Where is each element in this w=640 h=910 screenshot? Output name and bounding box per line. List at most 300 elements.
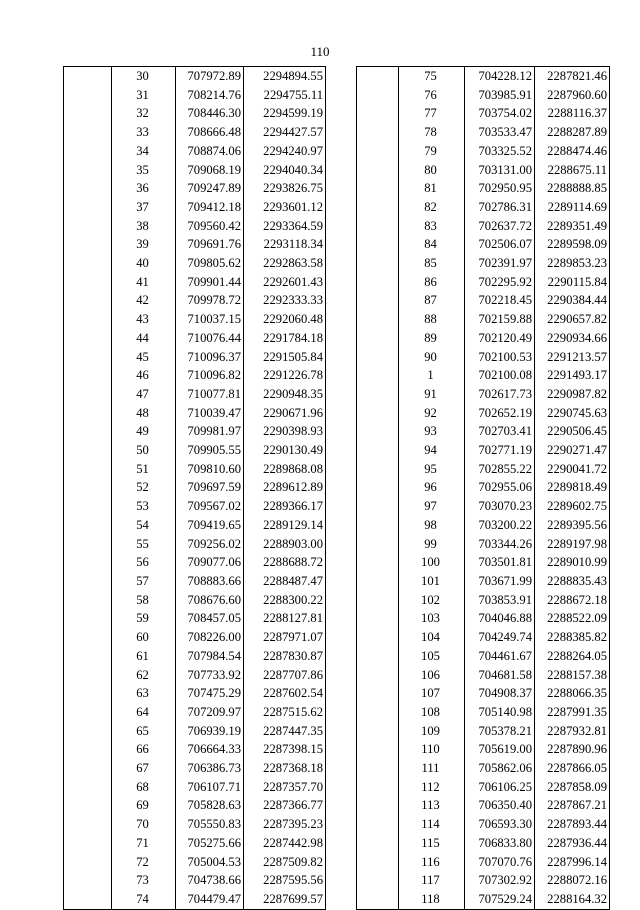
table-row bbox=[357, 291, 610, 310]
point-number: 56 bbox=[112, 553, 176, 572]
blank-cell bbox=[357, 217, 399, 236]
point-number: 86 bbox=[399, 273, 465, 292]
point-number: 90 bbox=[399, 348, 465, 367]
table-row bbox=[64, 703, 326, 722]
x-coordinate: 702120.49 bbox=[465, 329, 535, 348]
y-coordinate: 2287858.09 bbox=[535, 778, 610, 797]
x-coordinate: 708676.60 bbox=[176, 591, 244, 610]
point-number: 104 bbox=[399, 628, 465, 647]
y-coordinate: 2290671.96 bbox=[244, 404, 326, 423]
blank-cell bbox=[64, 291, 112, 310]
table-row bbox=[357, 871, 610, 890]
x-coordinate: 704479.47 bbox=[176, 890, 244, 909]
point-number: 54 bbox=[112, 516, 176, 535]
y-coordinate: 2288474.46 bbox=[535, 142, 610, 161]
x-coordinate: 709412.18 bbox=[176, 198, 244, 217]
table-row bbox=[357, 722, 610, 741]
table-row bbox=[357, 67, 610, 86]
point-number: 49 bbox=[112, 422, 176, 441]
blank-cell bbox=[357, 647, 399, 666]
x-coordinate: 702159.88 bbox=[465, 310, 535, 329]
point-number: 84 bbox=[399, 235, 465, 254]
x-coordinate: 702506.07 bbox=[465, 235, 535, 254]
point-number: 67 bbox=[112, 759, 176, 778]
table-row bbox=[357, 553, 610, 572]
x-coordinate: 705378.21 bbox=[465, 722, 535, 741]
x-coordinate: 702786.31 bbox=[465, 198, 535, 217]
y-coordinate: 2289395.56 bbox=[535, 516, 610, 535]
blank-cell bbox=[357, 441, 399, 460]
x-coordinate: 707972.89 bbox=[176, 67, 244, 86]
y-coordinate: 2288385.82 bbox=[535, 628, 610, 647]
x-coordinate: 710076.44 bbox=[176, 329, 244, 348]
table-row bbox=[64, 853, 326, 872]
point-number: 69 bbox=[112, 796, 176, 815]
x-coordinate: 705275.66 bbox=[176, 834, 244, 853]
point-number: 114 bbox=[399, 815, 465, 834]
y-coordinate: 2288522.09 bbox=[535, 609, 610, 628]
x-coordinate: 707475.29 bbox=[176, 684, 244, 703]
blank-cell bbox=[64, 123, 112, 142]
y-coordinate: 2292863.58 bbox=[244, 254, 326, 273]
table-row bbox=[357, 348, 610, 367]
blank-cell bbox=[357, 142, 399, 161]
blank-cell bbox=[357, 572, 399, 591]
blank-cell bbox=[64, 161, 112, 180]
table-row bbox=[357, 628, 610, 647]
table-row bbox=[64, 516, 326, 535]
y-coordinate: 2293601.12 bbox=[244, 198, 326, 217]
point-number: 96 bbox=[399, 478, 465, 497]
blank-cell bbox=[357, 86, 399, 105]
blank-cell bbox=[64, 478, 112, 497]
table-row bbox=[357, 366, 610, 385]
x-coordinate: 707070.76 bbox=[465, 853, 535, 872]
blank-cell bbox=[64, 329, 112, 348]
table-row bbox=[357, 142, 610, 161]
y-coordinate: 2287602.54 bbox=[244, 684, 326, 703]
x-coordinate: 709068.19 bbox=[176, 161, 244, 180]
x-coordinate: 702617.73 bbox=[465, 385, 535, 404]
table-row bbox=[64, 815, 326, 834]
point-number: 72 bbox=[112, 853, 176, 872]
point-number: 37 bbox=[112, 198, 176, 217]
table-row bbox=[357, 198, 610, 217]
table-row bbox=[357, 104, 610, 123]
x-coordinate: 703325.52 bbox=[465, 142, 535, 161]
x-coordinate: 708457.05 bbox=[176, 609, 244, 628]
point-number: 115 bbox=[399, 834, 465, 853]
x-coordinate: 704738.66 bbox=[176, 871, 244, 890]
y-coordinate: 2292060.48 bbox=[244, 310, 326, 329]
y-coordinate: 2287893.44 bbox=[535, 815, 610, 834]
table-row bbox=[357, 273, 610, 292]
table-row bbox=[357, 591, 610, 610]
x-coordinate: 703533.47 bbox=[465, 123, 535, 142]
y-coordinate: 2290398.93 bbox=[244, 422, 326, 441]
point-number: 110 bbox=[399, 740, 465, 759]
y-coordinate: 2291493.17 bbox=[535, 366, 610, 385]
blank-cell bbox=[357, 291, 399, 310]
point-number: 73 bbox=[112, 871, 176, 890]
point-number: 79 bbox=[399, 142, 465, 161]
point-number: 93 bbox=[399, 422, 465, 441]
x-coordinate: 709805.62 bbox=[176, 254, 244, 273]
table-row bbox=[357, 460, 610, 479]
y-coordinate: 2292333.33 bbox=[244, 291, 326, 310]
y-coordinate: 2287699.57 bbox=[244, 890, 326, 909]
blank-cell bbox=[357, 815, 399, 834]
point-number: 101 bbox=[399, 572, 465, 591]
blank-cell bbox=[357, 890, 399, 909]
y-coordinate: 2288888.85 bbox=[535, 179, 610, 198]
x-coordinate: 702295.92 bbox=[465, 273, 535, 292]
x-coordinate: 707209.97 bbox=[176, 703, 244, 722]
point-number: 62 bbox=[112, 666, 176, 685]
x-coordinate: 705828.63 bbox=[176, 796, 244, 815]
y-coordinate: 2294894.55 bbox=[244, 67, 326, 86]
x-coordinate: 710096.37 bbox=[176, 348, 244, 367]
blank-cell bbox=[64, 572, 112, 591]
table-row bbox=[64, 759, 326, 778]
blank-cell bbox=[64, 460, 112, 479]
table-row bbox=[357, 404, 610, 423]
x-coordinate: 706664.33 bbox=[176, 740, 244, 759]
blank-cell bbox=[357, 329, 399, 348]
table-row bbox=[357, 815, 610, 834]
y-coordinate: 2287867.21 bbox=[535, 796, 610, 815]
table-row bbox=[357, 516, 610, 535]
x-coordinate: 703754.02 bbox=[465, 104, 535, 123]
blank-cell bbox=[357, 310, 399, 329]
blank-cell bbox=[64, 142, 112, 161]
x-coordinate: 704461.67 bbox=[465, 647, 535, 666]
x-coordinate: 707302.92 bbox=[465, 871, 535, 890]
point-number: 103 bbox=[399, 609, 465, 628]
blank-cell bbox=[357, 796, 399, 815]
y-coordinate: 2287515.62 bbox=[244, 703, 326, 722]
table-row bbox=[357, 890, 610, 909]
blank-cell bbox=[64, 778, 112, 797]
table-row bbox=[357, 329, 610, 348]
blank-cell bbox=[357, 348, 399, 367]
table-row bbox=[357, 217, 610, 236]
blank-cell bbox=[357, 778, 399, 797]
table-row bbox=[357, 179, 610, 198]
x-coordinate: 706107.71 bbox=[176, 778, 244, 797]
point-number: 33 bbox=[112, 123, 176, 142]
y-coordinate: 2294040.34 bbox=[244, 161, 326, 180]
x-coordinate: 704249.74 bbox=[465, 628, 535, 647]
point-number: 117 bbox=[399, 871, 465, 890]
x-coordinate: 703131.00 bbox=[465, 161, 535, 180]
table-row bbox=[64, 422, 326, 441]
blank-cell bbox=[357, 497, 399, 516]
y-coordinate: 2287398.15 bbox=[244, 740, 326, 759]
y-coordinate: 2288066.35 bbox=[535, 684, 610, 703]
y-coordinate: 2290506.45 bbox=[535, 422, 610, 441]
blank-cell bbox=[357, 535, 399, 554]
x-coordinate: 704228.12 bbox=[465, 67, 535, 86]
x-coordinate: 708883.66 bbox=[176, 572, 244, 591]
point-number: 100 bbox=[399, 553, 465, 572]
blank-cell bbox=[64, 310, 112, 329]
point-number: 60 bbox=[112, 628, 176, 647]
point-number: 113 bbox=[399, 796, 465, 815]
point-number: 77 bbox=[399, 104, 465, 123]
blank-cell bbox=[64, 553, 112, 572]
point-number: 108 bbox=[399, 703, 465, 722]
x-coordinate: 709978.72 bbox=[176, 291, 244, 310]
table-row bbox=[357, 535, 610, 554]
x-coordinate: 704046.88 bbox=[465, 609, 535, 628]
table-row bbox=[357, 310, 610, 329]
y-coordinate: 2287509.82 bbox=[244, 853, 326, 872]
point-number: 68 bbox=[112, 778, 176, 797]
blank-cell bbox=[64, 67, 112, 86]
point-number: 63 bbox=[112, 684, 176, 703]
table-row bbox=[357, 853, 610, 872]
table-row bbox=[64, 478, 326, 497]
y-coordinate: 2290745.63 bbox=[535, 404, 610, 423]
point-number: 39 bbox=[112, 235, 176, 254]
blank-cell bbox=[357, 740, 399, 759]
point-number: 99 bbox=[399, 535, 465, 554]
table-row bbox=[357, 834, 610, 853]
y-coordinate: 2289612.89 bbox=[244, 478, 326, 497]
table-row bbox=[64, 572, 326, 591]
blank-cell bbox=[64, 853, 112, 872]
x-coordinate: 706939.19 bbox=[176, 722, 244, 741]
point-number: 55 bbox=[112, 535, 176, 554]
blank-cell bbox=[357, 198, 399, 217]
table-row bbox=[64, 404, 326, 423]
table-row bbox=[64, 67, 326, 86]
blank-cell bbox=[64, 796, 112, 815]
blank-cell bbox=[357, 609, 399, 628]
blank-cell bbox=[64, 535, 112, 554]
x-coordinate: 708666.48 bbox=[176, 123, 244, 142]
point-number: 30 bbox=[112, 67, 176, 86]
x-coordinate: 702703.41 bbox=[465, 422, 535, 441]
blank-cell bbox=[64, 497, 112, 516]
y-coordinate: 2288127.81 bbox=[244, 609, 326, 628]
x-coordinate: 709697.59 bbox=[176, 478, 244, 497]
table-row bbox=[64, 348, 326, 367]
blank-cell bbox=[357, 366, 399, 385]
point-number: 87 bbox=[399, 291, 465, 310]
blank-cell bbox=[357, 235, 399, 254]
point-number: 116 bbox=[399, 853, 465, 872]
y-coordinate: 2287932.81 bbox=[535, 722, 610, 741]
x-coordinate: 707733.92 bbox=[176, 666, 244, 685]
blank-cell bbox=[357, 759, 399, 778]
x-coordinate: 705550.83 bbox=[176, 815, 244, 834]
blank-cell bbox=[64, 235, 112, 254]
point-number: 52 bbox=[112, 478, 176, 497]
blank-cell bbox=[357, 591, 399, 610]
table-row bbox=[64, 310, 326, 329]
table-row bbox=[64, 553, 326, 572]
point-number: 88 bbox=[399, 310, 465, 329]
blank-cell bbox=[64, 273, 112, 292]
x-coordinate: 703200.22 bbox=[465, 516, 535, 535]
point-number: 82 bbox=[399, 198, 465, 217]
blank-cell bbox=[357, 404, 399, 423]
y-coordinate: 2287821.46 bbox=[535, 67, 610, 86]
table-row bbox=[64, 890, 326, 909]
y-coordinate: 2290384.44 bbox=[535, 291, 610, 310]
blank-cell bbox=[64, 179, 112, 198]
x-coordinate: 708226.00 bbox=[176, 628, 244, 647]
y-coordinate: 2288157.38 bbox=[535, 666, 610, 685]
x-coordinate: 709691.76 bbox=[176, 235, 244, 254]
x-coordinate: 703344.26 bbox=[465, 535, 535, 554]
x-coordinate: 705140.98 bbox=[465, 703, 535, 722]
point-number: 70 bbox=[112, 815, 176, 834]
blank-cell bbox=[357, 478, 399, 497]
y-coordinate: 2290657.82 bbox=[535, 310, 610, 329]
table-row bbox=[357, 123, 610, 142]
page-number: 110 bbox=[310, 44, 330, 59]
point-number: 32 bbox=[112, 104, 176, 123]
blank-cell bbox=[64, 834, 112, 853]
point-number: 48 bbox=[112, 404, 176, 423]
x-coordinate: 709560.42 bbox=[176, 217, 244, 236]
x-coordinate: 702391.97 bbox=[465, 254, 535, 273]
x-coordinate: 702218.45 bbox=[465, 291, 535, 310]
blank-cell bbox=[357, 460, 399, 479]
point-number: 66 bbox=[112, 740, 176, 759]
point-number: 83 bbox=[399, 217, 465, 236]
y-coordinate: 2287442.98 bbox=[244, 834, 326, 853]
point-number: 95 bbox=[399, 460, 465, 479]
y-coordinate: 2293118.34 bbox=[244, 235, 326, 254]
y-coordinate: 2289197.98 bbox=[535, 535, 610, 554]
y-coordinate: 2289818.49 bbox=[535, 478, 610, 497]
table-row bbox=[64, 142, 326, 161]
y-coordinate: 2288487.47 bbox=[244, 572, 326, 591]
point-number: 75 bbox=[399, 67, 465, 86]
blank-cell bbox=[64, 815, 112, 834]
table-row bbox=[357, 609, 610, 628]
x-coordinate: 702955.06 bbox=[465, 478, 535, 497]
blank-cell bbox=[64, 198, 112, 217]
x-coordinate: 710037.15 bbox=[176, 310, 244, 329]
blank-cell bbox=[357, 161, 399, 180]
blank-cell bbox=[64, 86, 112, 105]
table-row bbox=[357, 497, 610, 516]
point-number: 118 bbox=[399, 890, 465, 909]
table-row bbox=[64, 591, 326, 610]
point-number: 51 bbox=[112, 460, 176, 479]
point-number: 94 bbox=[399, 441, 465, 460]
blank-cell bbox=[357, 179, 399, 198]
table-row bbox=[357, 478, 610, 497]
blank-cell bbox=[357, 834, 399, 853]
table-row bbox=[64, 104, 326, 123]
point-number: 74 bbox=[112, 890, 176, 909]
point-number: 97 bbox=[399, 497, 465, 516]
y-coordinate: 2289598.09 bbox=[535, 235, 610, 254]
x-coordinate: 703985.91 bbox=[465, 86, 535, 105]
x-coordinate: 710039.47 bbox=[176, 404, 244, 423]
table-row bbox=[357, 759, 610, 778]
x-coordinate: 705004.53 bbox=[176, 853, 244, 872]
blank-cell bbox=[64, 666, 112, 685]
point-number: 38 bbox=[112, 217, 176, 236]
x-coordinate: 708446.30 bbox=[176, 104, 244, 123]
blank-cell bbox=[64, 422, 112, 441]
x-coordinate: 702855.22 bbox=[465, 460, 535, 479]
blank-cell bbox=[64, 759, 112, 778]
x-coordinate: 702100.53 bbox=[465, 348, 535, 367]
blank-cell bbox=[64, 441, 112, 460]
x-coordinate: 710077.81 bbox=[176, 385, 244, 404]
x-coordinate: 707984.54 bbox=[176, 647, 244, 666]
blank-cell bbox=[357, 385, 399, 404]
blank-cell bbox=[357, 871, 399, 890]
blank-cell bbox=[357, 684, 399, 703]
y-coordinate: 2288688.72 bbox=[244, 553, 326, 572]
y-coordinate: 2289853.23 bbox=[535, 254, 610, 273]
table-row bbox=[64, 179, 326, 198]
x-coordinate: 706593.30 bbox=[465, 815, 535, 834]
y-coordinate: 2287447.35 bbox=[244, 722, 326, 741]
y-coordinate: 2294755.11 bbox=[244, 86, 326, 105]
x-coordinate: 709077.06 bbox=[176, 553, 244, 572]
blank-cell bbox=[64, 366, 112, 385]
y-coordinate: 2289366.17 bbox=[244, 497, 326, 516]
blank-cell bbox=[64, 647, 112, 666]
table-row bbox=[64, 609, 326, 628]
point-number: 65 bbox=[112, 722, 176, 741]
y-coordinate: 2287395.23 bbox=[244, 815, 326, 834]
table-row bbox=[64, 647, 326, 666]
table-row bbox=[64, 235, 326, 254]
point-number: 98 bbox=[399, 516, 465, 535]
y-coordinate: 2294427.57 bbox=[244, 123, 326, 142]
table-row bbox=[64, 628, 326, 647]
point-number: 1 bbox=[399, 366, 465, 385]
table-row bbox=[64, 366, 326, 385]
point-number: 34 bbox=[112, 142, 176, 161]
y-coordinate: 2294240.97 bbox=[244, 142, 326, 161]
blank-cell bbox=[64, 591, 112, 610]
point-number: 81 bbox=[399, 179, 465, 198]
y-coordinate: 2287996.14 bbox=[535, 853, 610, 872]
point-number: 80 bbox=[399, 161, 465, 180]
y-coordinate: 2294599.19 bbox=[244, 104, 326, 123]
blank-cell bbox=[357, 853, 399, 872]
y-coordinate: 2287366.77 bbox=[244, 796, 326, 815]
x-coordinate: 704908.37 bbox=[465, 684, 535, 703]
table-row bbox=[357, 161, 610, 180]
point-number: 57 bbox=[112, 572, 176, 591]
table-row bbox=[64, 497, 326, 516]
x-coordinate: 706350.40 bbox=[465, 796, 535, 815]
blank-cell bbox=[64, 104, 112, 123]
point-number: 43 bbox=[112, 310, 176, 329]
y-coordinate: 2289351.49 bbox=[535, 217, 610, 236]
y-coordinate: 2290948.35 bbox=[244, 385, 326, 404]
y-coordinate: 2288264.05 bbox=[535, 647, 610, 666]
point-number: 107 bbox=[399, 684, 465, 703]
table-row bbox=[357, 235, 610, 254]
x-coordinate: 707529.24 bbox=[465, 890, 535, 909]
point-number: 71 bbox=[112, 834, 176, 853]
table-row bbox=[64, 273, 326, 292]
